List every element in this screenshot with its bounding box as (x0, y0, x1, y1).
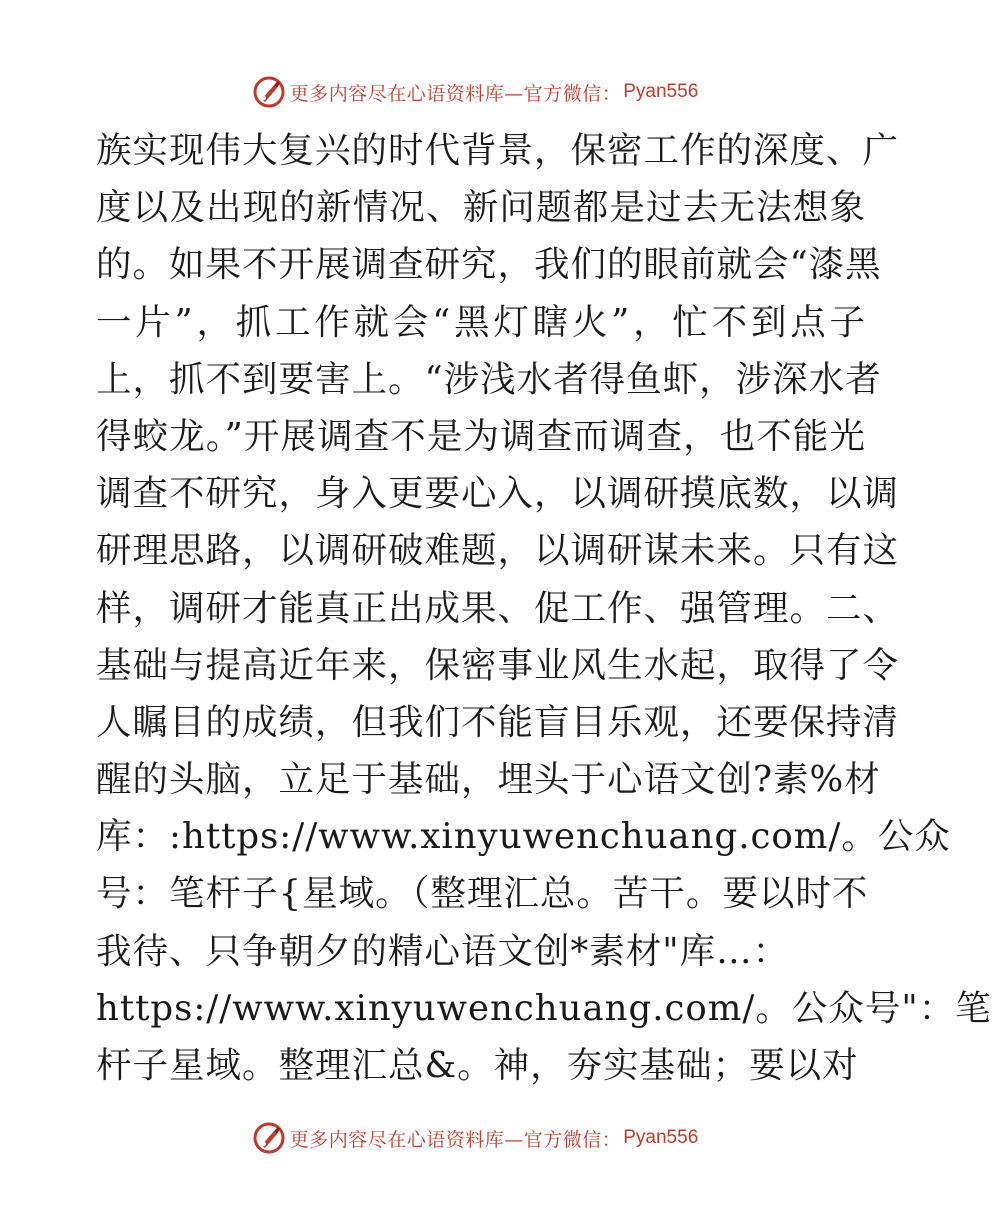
document-body (96, 122, 992, 1094)
body-line: 上，抓不到要害上。“涉浅水者得鱼虾，涉深水者 (96, 358, 882, 400)
header-banner-id: Pyan556 (623, 81, 699, 102)
footer-banner-id: Pyan556 (623, 1127, 699, 1148)
footer-banner-text: 更多内容尽在心语资料库—官方微信： (289, 1128, 622, 1151)
body-line: 库：:https://www.xinyuwenchuang.com/。公众 (96, 816, 951, 858)
body-line: 研理思路，以调研破难题，以调研谋未来。只有这 (96, 530, 900, 572)
brand-logo-icon (252, 1121, 286, 1155)
brand-logo-icon (252, 75, 286, 109)
body-line: 号：笔杆子{星域。（整理汇总。苦干。要以时不 (96, 873, 869, 915)
body-line: 族实现伟大复兴的时代背景，保密工作的深度、广 (96, 130, 900, 171)
body-line: 的。如果不开展调查研究，我们的眼前就会“漆黑 (96, 244, 882, 286)
body-line: 得蛟龙。”开展调查不是为调查而调查，也不能光 (96, 415, 866, 457)
body-line: 杆子星域。整理汇总&。神，夯实基础；要以对 (96, 1045, 859, 1086)
body-line: 样，调研才能真正出成果、促工作、强管理。二、 (96, 587, 900, 629)
body-line: 调查不研究，身入更要心入，以调研摸底数，以调 (96, 473, 900, 515)
body-line: 醒的头脑，立足于基础，埋头于心语文创?素%材 (96, 759, 881, 801)
body-line: https://www.xinyuwenchuang.com/。公众号"：笔 (96, 987, 992, 1029)
footer-banner (0, 1118, 950, 1158)
body-line: 度以及出现的新情况、新问题都是过去无法想象 (96, 187, 866, 229)
header-banner (0, 72, 950, 112)
header-banner-text: 更多内容尽在心语资料库—官方微信： (289, 82, 622, 105)
body-line: 一片”，抓工作就会“黑灯瞎火”，忙不到点子 (96, 301, 866, 343)
body-line: 基础与提高近年来，保密事业风生水起，取得了令 (96, 644, 900, 686)
body-line: 人瞩目的成绩，但我们不能盲目乐观，还要保持清 (96, 701, 900, 743)
body-line: 我待、只争朝夕的精心语文创*素材"库…： (96, 930, 790, 972)
